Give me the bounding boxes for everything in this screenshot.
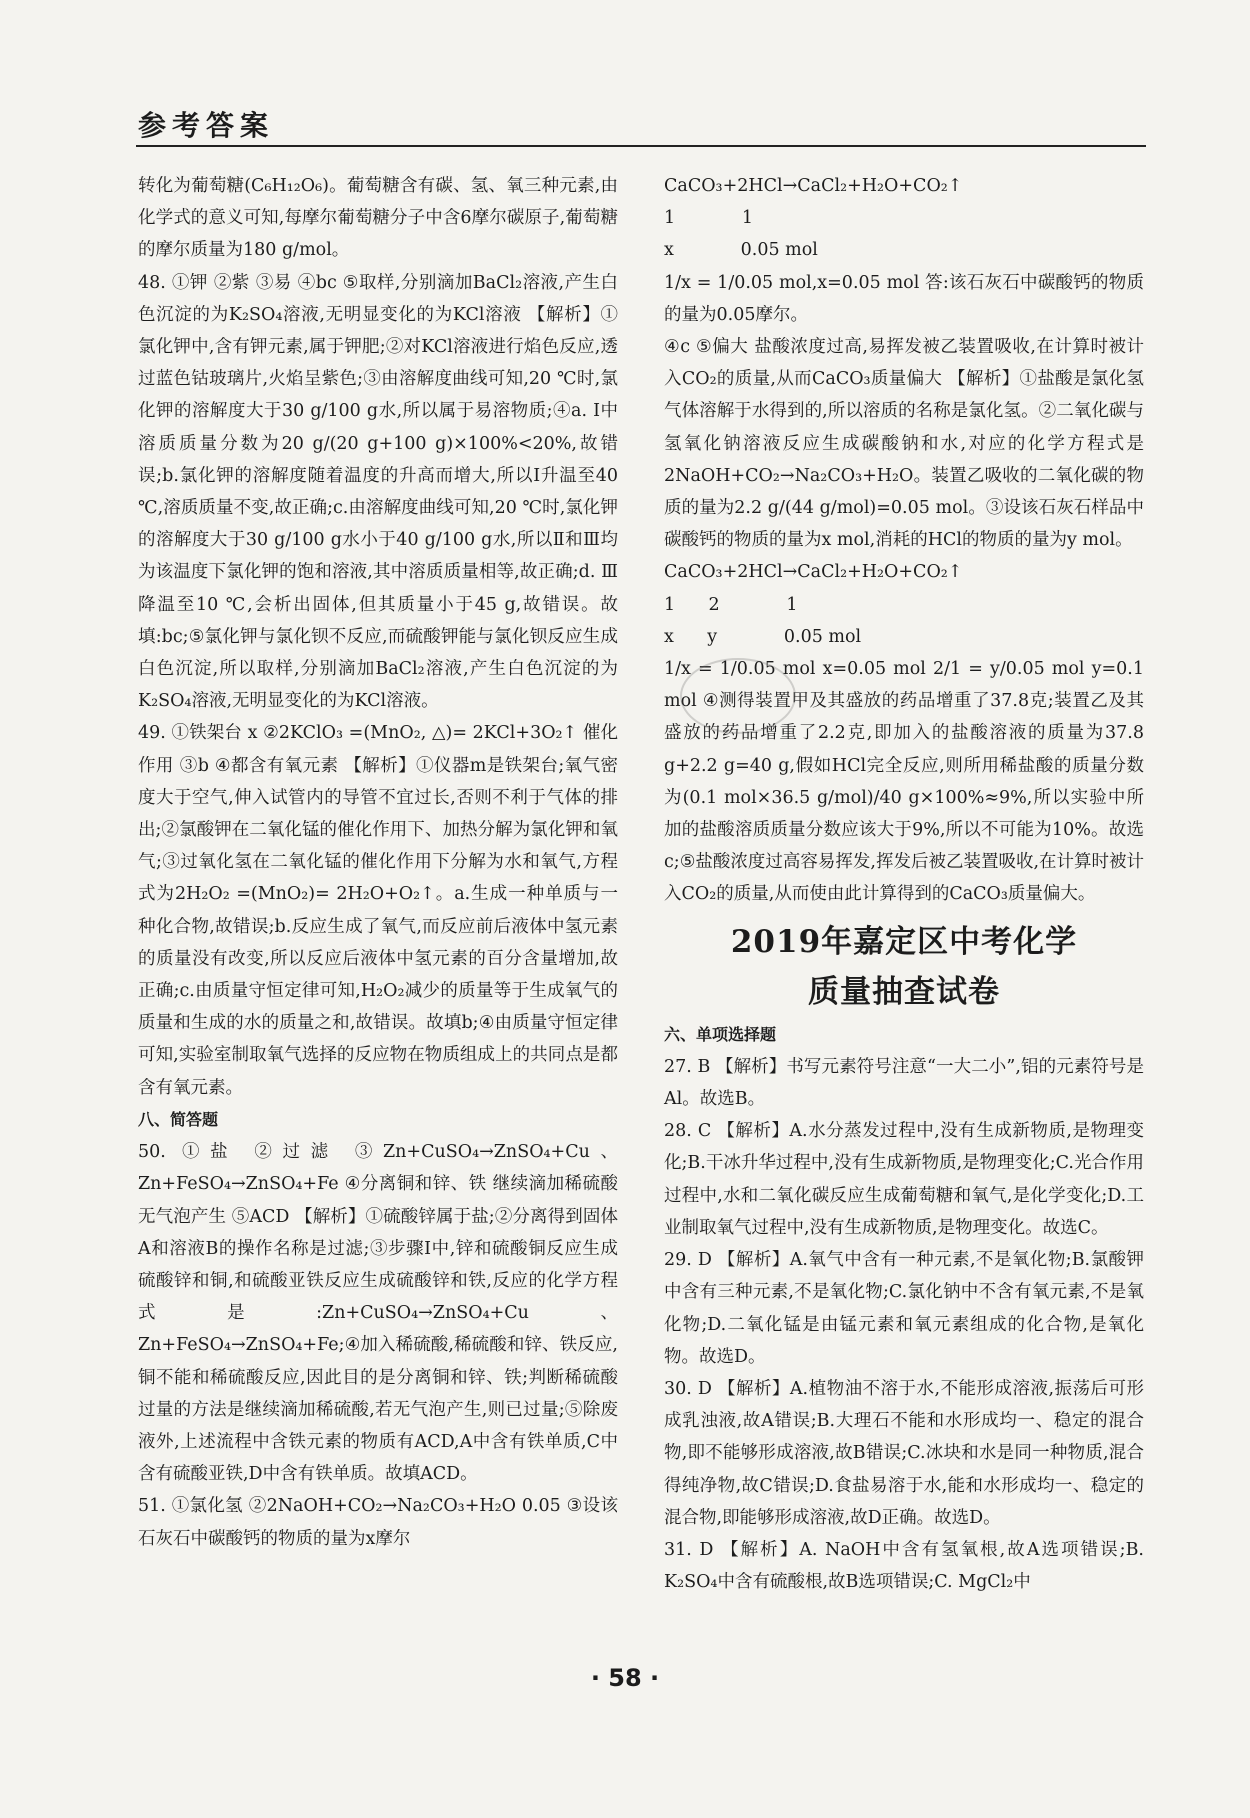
section-heading-single-choice: 六、单项选择题: [664, 1024, 777, 1044]
header-title: 参考答案: [138, 109, 275, 142]
exam-title-line1: 2019年嘉定区中考化学: [730, 923, 1078, 960]
answer-50: 50. ①盐 ②过滤 ③Zn+CuSO₄→ZnSO₄+Cu、Zn+FeSO₄→ZnSO₄+Fe ④分离铜和锌、铁 继续滴加稀硫酸无气泡产生 ⑤ACD 【解析】①硫酸锌属于盐;②分离得到固体A和溶液B的操作名称是过滤;③步骤Ⅰ中,锌和硫酸铜反应生成硫酸锌和铜,和硫酸亚铁反应生成硫酸锌和铁,反应的化学方程式是:Zn+CuSO₄→ZnSO₄+Cu、Zn+FeSO₄→ZnSO₄+Fe;④加入稀硫酸,稀硫酸和锌、铁反应,铜不能和稀硫酸反应,因此目的是分离铜和锌、铁;判断稀硫酸过量的方法是继续滴加稀硫酸,若无气泡产生,则已过量;⑤除废液外,上述流程中含铁元素的物质有ACD,A中含有铁单质,C中含有硫酸亚铁,D中含有铁单质。故填ACD。: [138, 1142, 618, 1485]
answer-51-solution: 1/x = 1/0.05 mol,x=0.05 mol 答:该石灰石中碳酸钙的物质的量为0.05摩尔。: [664, 272, 1144, 325]
answer-28: 28. C 【解析】A.水分蒸发过程中,没有生成新物质,是物理变化;B.干冰升华过程中,没有生成新物质,是物理变化;C.光合作用过程中,水和二氧化碳反应生成葡萄糖和氧气,是化学变化;D.工业制取氧气过程中,没有生成新物质,是物理变化。故选C。: [664, 1121, 1144, 1238]
answer-51-part4: ④c ⑤偏大 盐酸浓度过高,易挥发被乙装置吸收,在计算时被计入CO₂的质量,从而CaCO₃质量偏大 【解析】①盐酸是氯化氢气体溶解于水得到的,所以溶质的名称是氯化氢。②二氧化碳与氢氧化钠溶液反应生成碳酸钠和水,对应的化学方程式是2NaOH+CO₂→Na₂CO₃+H₂O。装置乙吸收的二氧化碳的物质的量为2.2 g/(44 g/mol)=0.05 mol。③设该石灰石样品中碳酸钙的物质的量为x mol,消耗的HCl的物质的量为y mol。: [664, 337, 1144, 551]
ratio-line: 1 2 1: [664, 594, 798, 615]
answer-27: 27. B 【解析】书写元素符号注意“一大二小”,铝的元素符号是Al。故选B。: [664, 1056, 1144, 1110]
left-column: [138, 170, 618, 1555]
exam-title-line2: 质量抽查试卷: [808, 973, 1000, 1010]
answer-30: 30. D 【解析】A.植物油不溶于水,不能形成溶液,振荡后可形成乳浊液,故A错误;B.大理石不能和水形成均一、稳定的混合物,即不能够形成溶液,故B错误;C.冰块和水是同一种物质,混合得纯净物,故C错误;D.食盐易溶于水,能和水形成均一、稳定的混合物,即能够形成溶液,故D正确。故选D。: [664, 1378, 1144, 1528]
right-column: [664, 170, 1144, 1598]
answer-47-continued: 转化为葡萄糖(C₆H₁₂O₆)。葡萄糖含有碳、氢、氧三种元素,由化学式的意义可知,每摩尔葡萄糖分子中含6摩尔碳原子,葡萄糖的摩尔质量为180 g/mol。: [138, 176, 618, 261]
ratio-line: x 0.05 mol: [664, 240, 818, 261]
page-number: · 58 ·: [590, 1664, 660, 1692]
answer-29: 29. D 【解析】A.氧气中含有一种元素,不是氧化物;B.氯酸钾中含有三种元素,不是氧化物;C.氯化钠中不含有氧元素,不是氧化物;D.二氧化锰是由锰元素和氧元素组成的化合物,是氧化物。故选D。: [664, 1250, 1144, 1367]
answer-51-start: 51. ①氯化氢 ②2NaOH+CO₂→Na₂CO₃+H₂O 0.05 ③设该石灰石中碳酸钙的物质的量为x摩尔: [138, 1496, 618, 1549]
answer-48: 48. ①钾 ②紫 ③易 ④bc ⑤取样,分别滴加BaCl₂溶液,产生白色沉淀的为K₂SO₄溶液,无明显变化的为KCl溶液 【解析】①氯化钾中,含有钾元素,属于钾肥;②对KCl溶液进行焰色反应,透过蓝色钴玻璃片,火焰呈紫色;③由溶解度曲线可知,20 ℃时,氯化钾的溶解度大于30 g/100 g水,所以属于易溶物质;④a. Ⅰ中溶质质量分数为20 g/(20 g+100 g)×100%<20%,故错误;b.氯化钾的溶解度随着温度的升高而增大,所以Ⅰ升温至40 ℃,溶质质量不变,故正确;c.由溶解度曲线可知,20 ℃时,氯化钾的溶解度大于30 g/100 g水小于40 g/100 g水,所以Ⅱ和Ⅲ均为该温度下氯化钾的饱和溶液,其中溶质质量相等,故正确;d. Ⅲ降温至10 ℃,会析出固体,但其质量小于45 g,故错误。故填:bc;⑤氯化钾与氯化钡不反应,而硫酸钾能与氯化钡反应生成白色沉淀,所以取样,分别滴加BaCl₂溶液,产生白色沉淀的为K₂SO₄溶液,无明显变化的为KCl溶液。: [138, 272, 618, 712]
ratio-line: x y 0.05 mol: [664, 626, 862, 647]
answer-51-final: 1/x = 1/0.05 mol x=0.05 mol 2/1 = y/0.05 mol y=0.1 mol ④测得装置甲及其盛放的药品增重了37.8克;装置乙及其盛放的药品增重了2.2克,即加入的盐酸溶液的质量为37.8 g+2.2 g=40 g,假如HCl完全反应,则所用稀盐酸的质量分数为(0.1 mol×36.5 g/mol)/40 g×100%≈9%,所以实验中所加的盐酸溶质质量分数应该大于9%,所以不可能为10%。故选c;⑤盐酸浓度过高容易挥发,挥发后被乙装置吸收,在计算时被计入CO₂的质量,从而使由此计算得到的CaCO₃质量偏大。: [664, 659, 1145, 905]
ratio-line: 1 1: [664, 208, 754, 229]
answer-49: 49. ①铁架台 x ②2KClO₃ =(MnO₂, △)= 2KCl+3O₂↑ 催化作用 ③b ④都含有氧元素 【解析】①仪器m是铁架台;氧气密度大于空气,伸入试管内的导管不宜过长,否则不利于气体的排出;②氯酸钾在二氧化锰的催化作用下、加热分解为氯化钾和氧气;③过氧化氢在二氧化锰的催化作用下分解为水和氧气,方程式为2H₂O₂ =(MnO₂)= 2H₂O+O₂↑。a.生成一种单质与一种化合物,故错误;b.反应生成了氧气,而反应前后液体中氢元素的质量没有改变,所以反应后液体中氢元素的百分含量增加,故正确;c.由质量守恒定律可知,H₂O₂减少的质量等于生成氧气的质量和生成的水的质量之和,故错误。故填b;④由质量守恒定律可知,实验室制取氧气选择的反应物在物质组成上的共同点是都含有氧元素。: [138, 723, 618, 1098]
exam-title: [664, 917, 1144, 1017]
equation-line: CaCO₃+2HCl→CaCl₂+H₂O+CO₂↑: [664, 562, 963, 583]
equation-line: CaCO₃+2HCl→CaCl₂+H₂O+CO₂↑: [664, 176, 963, 196]
answer-31: 31. D 【解析】A. NaOH中含有氢氧根,故A选项错误;B. K₂SO₄中含有硫酸根,故B选项错误;C. MgCl₂中: [664, 1539, 1144, 1593]
section-heading-short-answer: 八、简答题: [138, 1109, 219, 1129]
header-divider: [136, 145, 1146, 147]
stamp-mark: [680, 658, 796, 734]
